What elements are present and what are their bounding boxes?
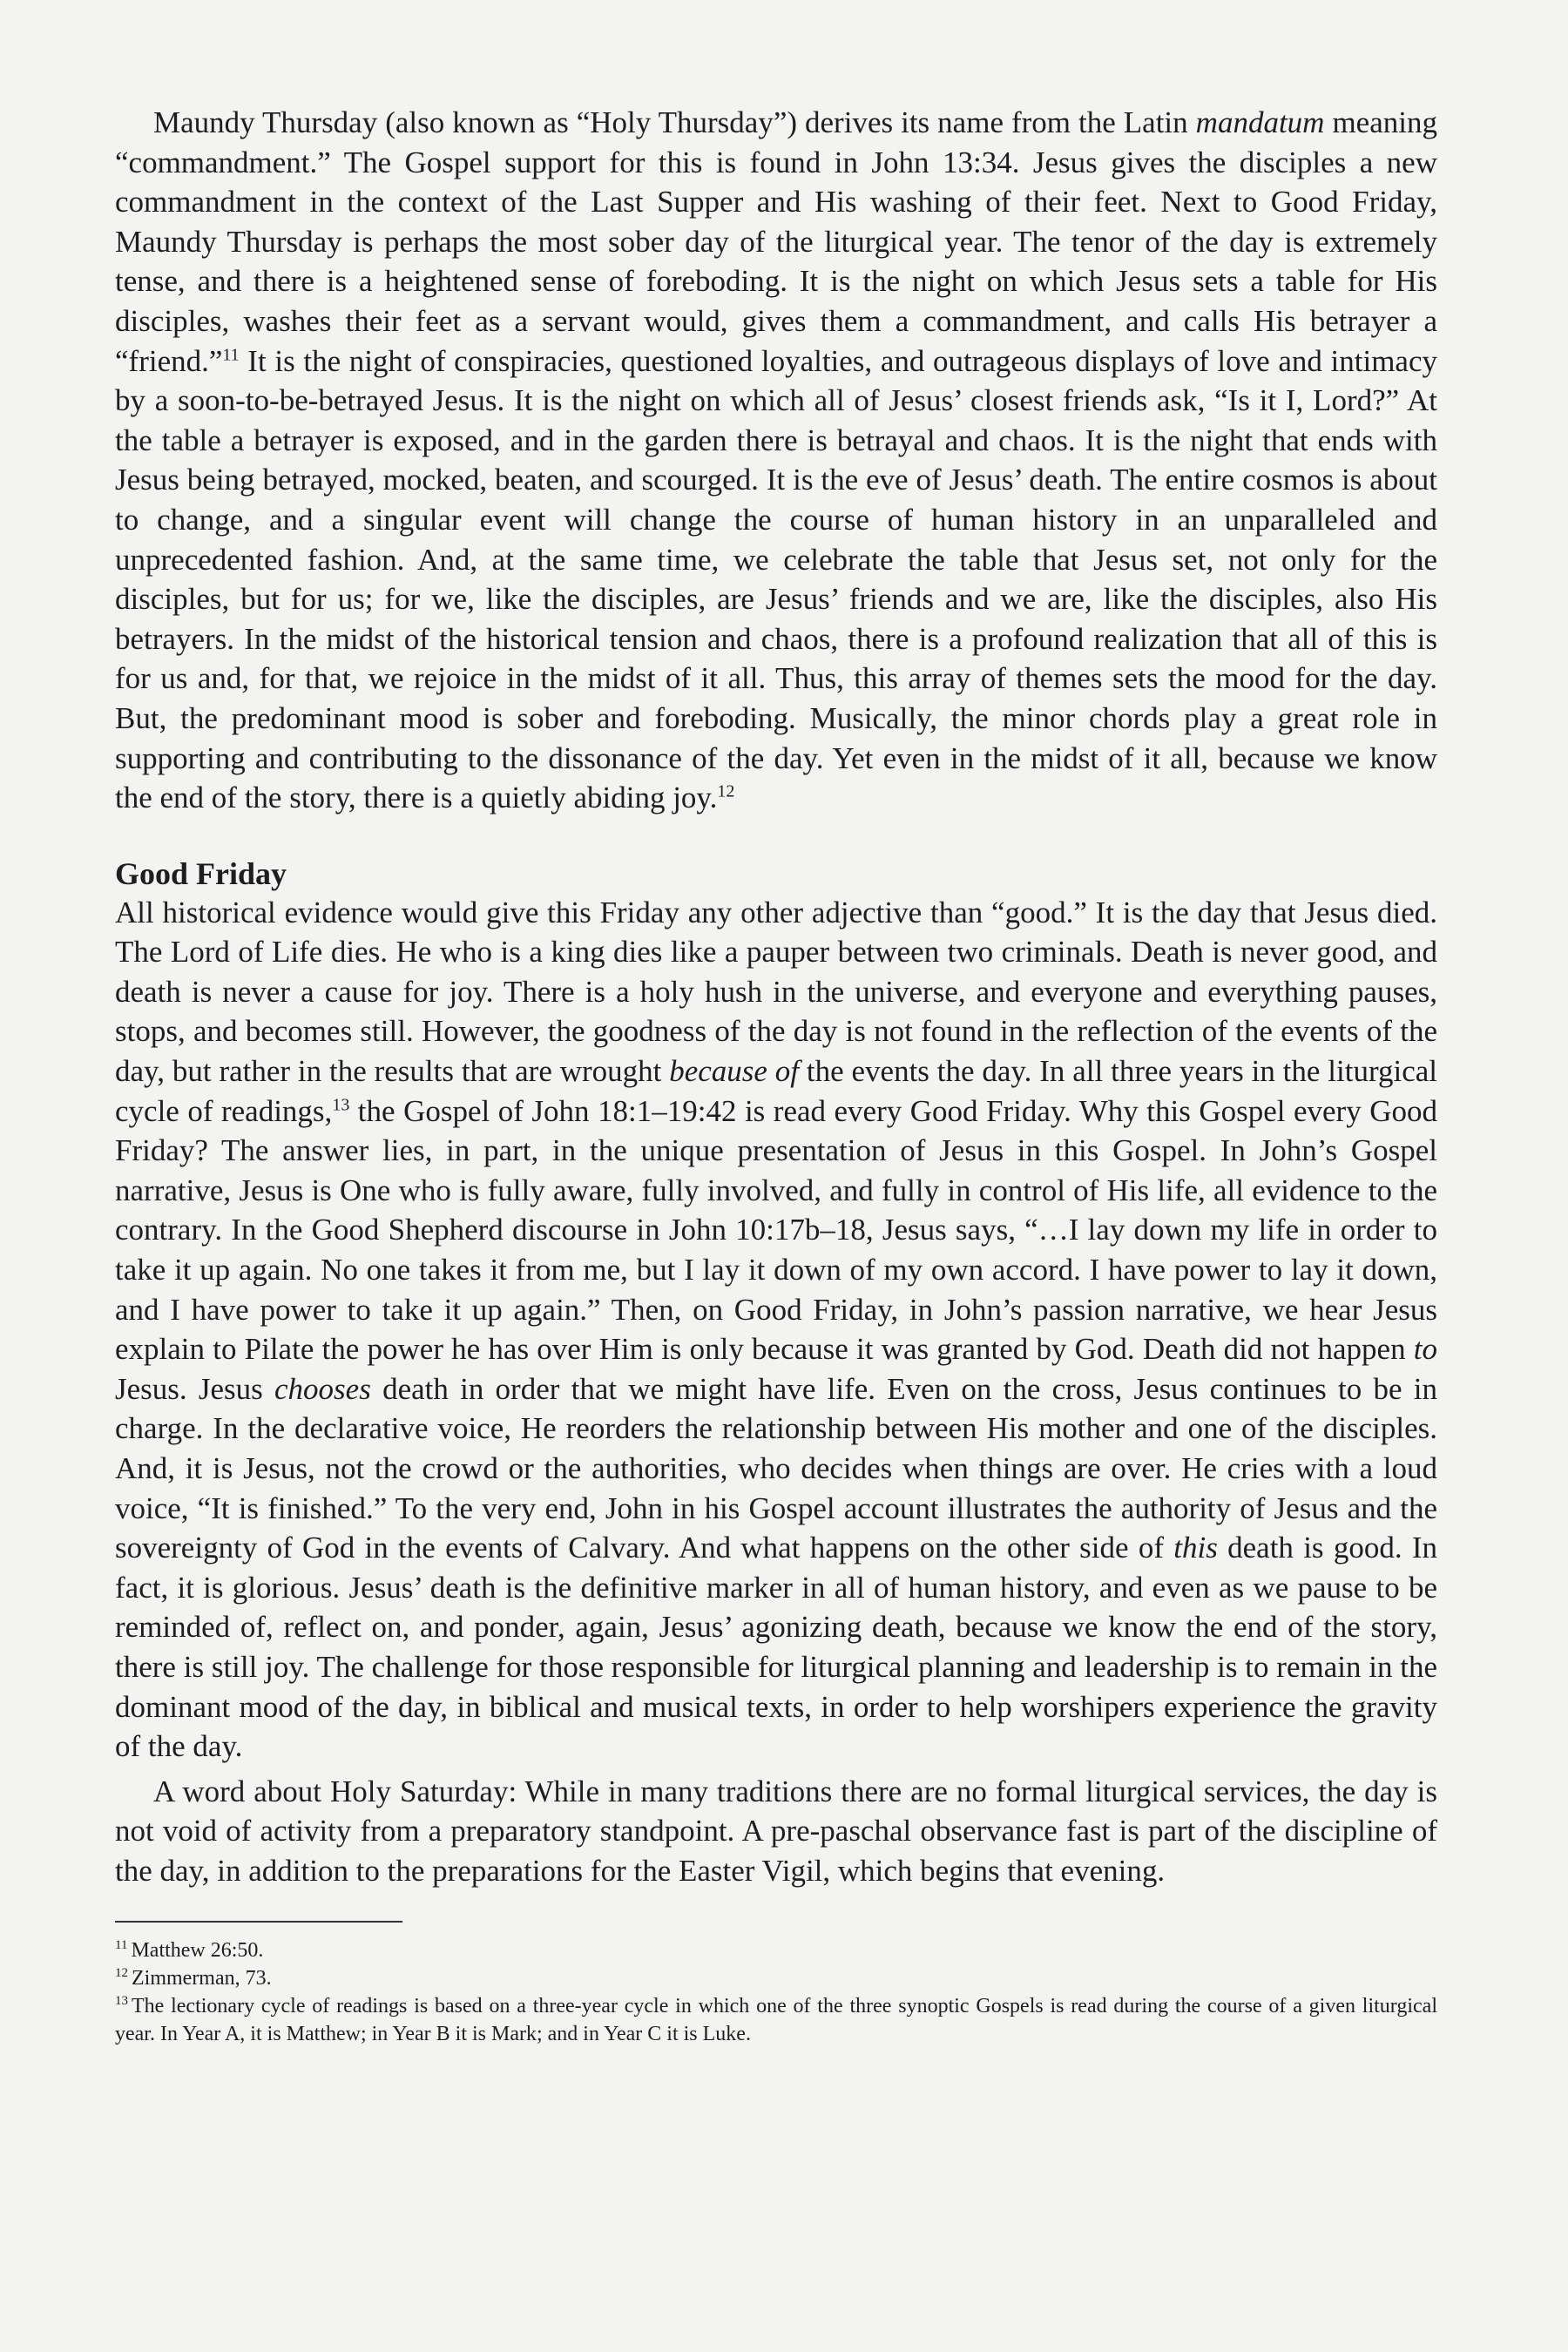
footnote-ref-12[interactable]: 12 [717,781,735,801]
italic-chooses: chooses [274,1371,371,1406]
footnote-ref-11[interactable]: 11 [222,344,240,364]
italic-to: to [1413,1332,1437,1367]
text-run: the events the day. In all three years in the liturgical cycle of readings, [115,1054,1437,1128]
text-run: death is good. In fact, it is glorious. Jesus’ death is the definitive marker in all of human history, and even as we pause to be reminded of, reflect on, and ponder, again, Jesus’ agonizing death, because we know the end of the story, there is still joy. The challenge for those responsible for liturgical planning and leadership is to remain in the dominant mood of the day, in biblical and musical texts, in order to help worshipers experience the gravity of the day. [115,1531,1437,1764]
footnotes-section [115,1936,1437,2048]
footnote-mark: 12 [115,1965,128,1980]
footnote-mark: 11 [115,1937,128,1952]
text-run: meaning “commandment.” The Gospel support for this is found in John 13:34. Jesus gives the disciples a new commandment in the context of the Last Supper and His washing of their feet. Next to Good Friday, Maundy Thursday is perhaps the most sober day of the liturgical year. The tenor of the day is extremely tense, and there is a heightened sense of foreboding. It is the night on which Jesus sets a table for His disciples, washes their feet as a servant would, gives them a commandment, and calls His betrayer a “friend.” [115,105,1437,378]
footnote-text: Matthew 26:50. [131,1938,264,1962]
text-run: Maundy Thursday (also known as “Holy Thursday”) derives its name from the Latin [153,105,1196,139]
footnote-text: The lectionary cycle of readings is based on a three-year cycle in which one of the three synoptic Gospels is read during the course of a given liturgical year. In Year A, it is Matthew; in Year B it is Mark; and in Year C it is Luke. [115,1994,1437,2045]
holy-saturday-paragraph: A word about Holy Saturday: While in many traditions there are no formal liturgical services, the day is not void of activity from a preparatory standpoint. A pre-paschal observance fast is part of the discipline of the day, in addition to the preparations for the Easter Vigil, which begins that evening. [115,1774,1437,1888]
good-friday-paragraph [115,893,1437,1767]
footnote-ref-13[interactable]: 13 [332,1095,350,1114]
text-run: Jesus. Jesus [115,1371,275,1406]
text-run: the Gospel of John 18:1–19:42 is read every Good Friday. Why this Gospel every Good Friday? The answer lies, in part, in the unique presentation of Jesus in this Gospel. In John’s Gospel narrative, Jesus is One who is fully aware, fully involved, and fully in control of His life, all evidence to the contrary. In the Good Shepherd discourse in John 10:17b–18, Jesus says, “…I lay down my life in order to take it up again. No one takes it from me, but I lay it down of my own accord. I have power to lay it down, and I have power to take it up again.” Then, on Good Friday, in John’s passion narrative, we hear Jesus explain to Pilate the power he has over Him is only because it was granted by God. Death did not happen [115,1093,1437,1367]
footnote-text: Zimmerman, 73. [132,1966,272,1990]
footnote-12 [115,1964,1437,1992]
italic-this: this [1173,1531,1218,1565]
italic-term-mandatum: mandatum [1195,105,1325,139]
footnote-mark: 13 [115,1993,128,2008]
maundy-thursday-paragraph [115,103,1437,818]
footnote-divider [115,1921,402,1923]
footnote-11 [115,1936,1437,1964]
text-run: death in order that we might have life. Even on the cross, Jesus continues to be in charge. In the declarative voice, He reorders the relationship between His mother and one of the disciples. And, it is Jesus, not the crowd or the authorities, who decides when things are over. He cries with a loud voice, “It is finished.” To the very end, John in his Gospel account illustrates the authority of Jesus and the sovereignty of God in the events of Calvary. And what happens on the other side of [115,1371,1437,1565]
text-run: It is the night of conspiracies, questioned loyalties, and outrageous displays of love and intimacy by a soon-to-be-betrayed Jesus. It is the night on which all of Jesus’ closest friends ask, “Is it I, Lord?” At the table a betrayer is exposed, and in the garden there is betrayal and chaos. It is the night that ends with Jesus being betrayed, mocked, beaten, and scourged. It is the eve of Jesus’ death. The entire cosmos is about to change, and a singular event will change the course of human history in an unparalleled and unprecedented fashion. And, at the same time, we celebrate the table that Jesus set, not only for the disciples, but for us; for we, like the disciples, are Jesus’ friends and we are, like the disciples, also His betrayers. In the midst of the historical tension and chaos, there is a profound realization that all of this is for us and, for that, we rejoice in the midst of it all. Thus, this array of themes sets the mood for the day. But, the predominant mood is sober and foreboding. Musically, the minor chords play a great role in supporting and contributing to the dissonance of the day. Yet even in the midst of it all, because we know the end of the story, there is a quietly abiding joy. [115,343,1437,815]
good-friday-heading: Good Friday [115,855,287,891]
footnote-13 [115,1992,1437,2048]
text-run: All historical evidence would give this Friday any other adjective than “good.” It is the day that Jesus died. The Lord of Life dies. He who is a king dies like a pauper between two criminals. Death is never good, and death is never a cause for joy. There is a holy hush in the universe, and everyone and everything pauses, stops, and becomes still. However, the goodness of the day is not found in the reflection of the events of the day, but rather in the results that are wrought [115,895,1437,1089]
italic-because-of: because of [669,1054,800,1089]
